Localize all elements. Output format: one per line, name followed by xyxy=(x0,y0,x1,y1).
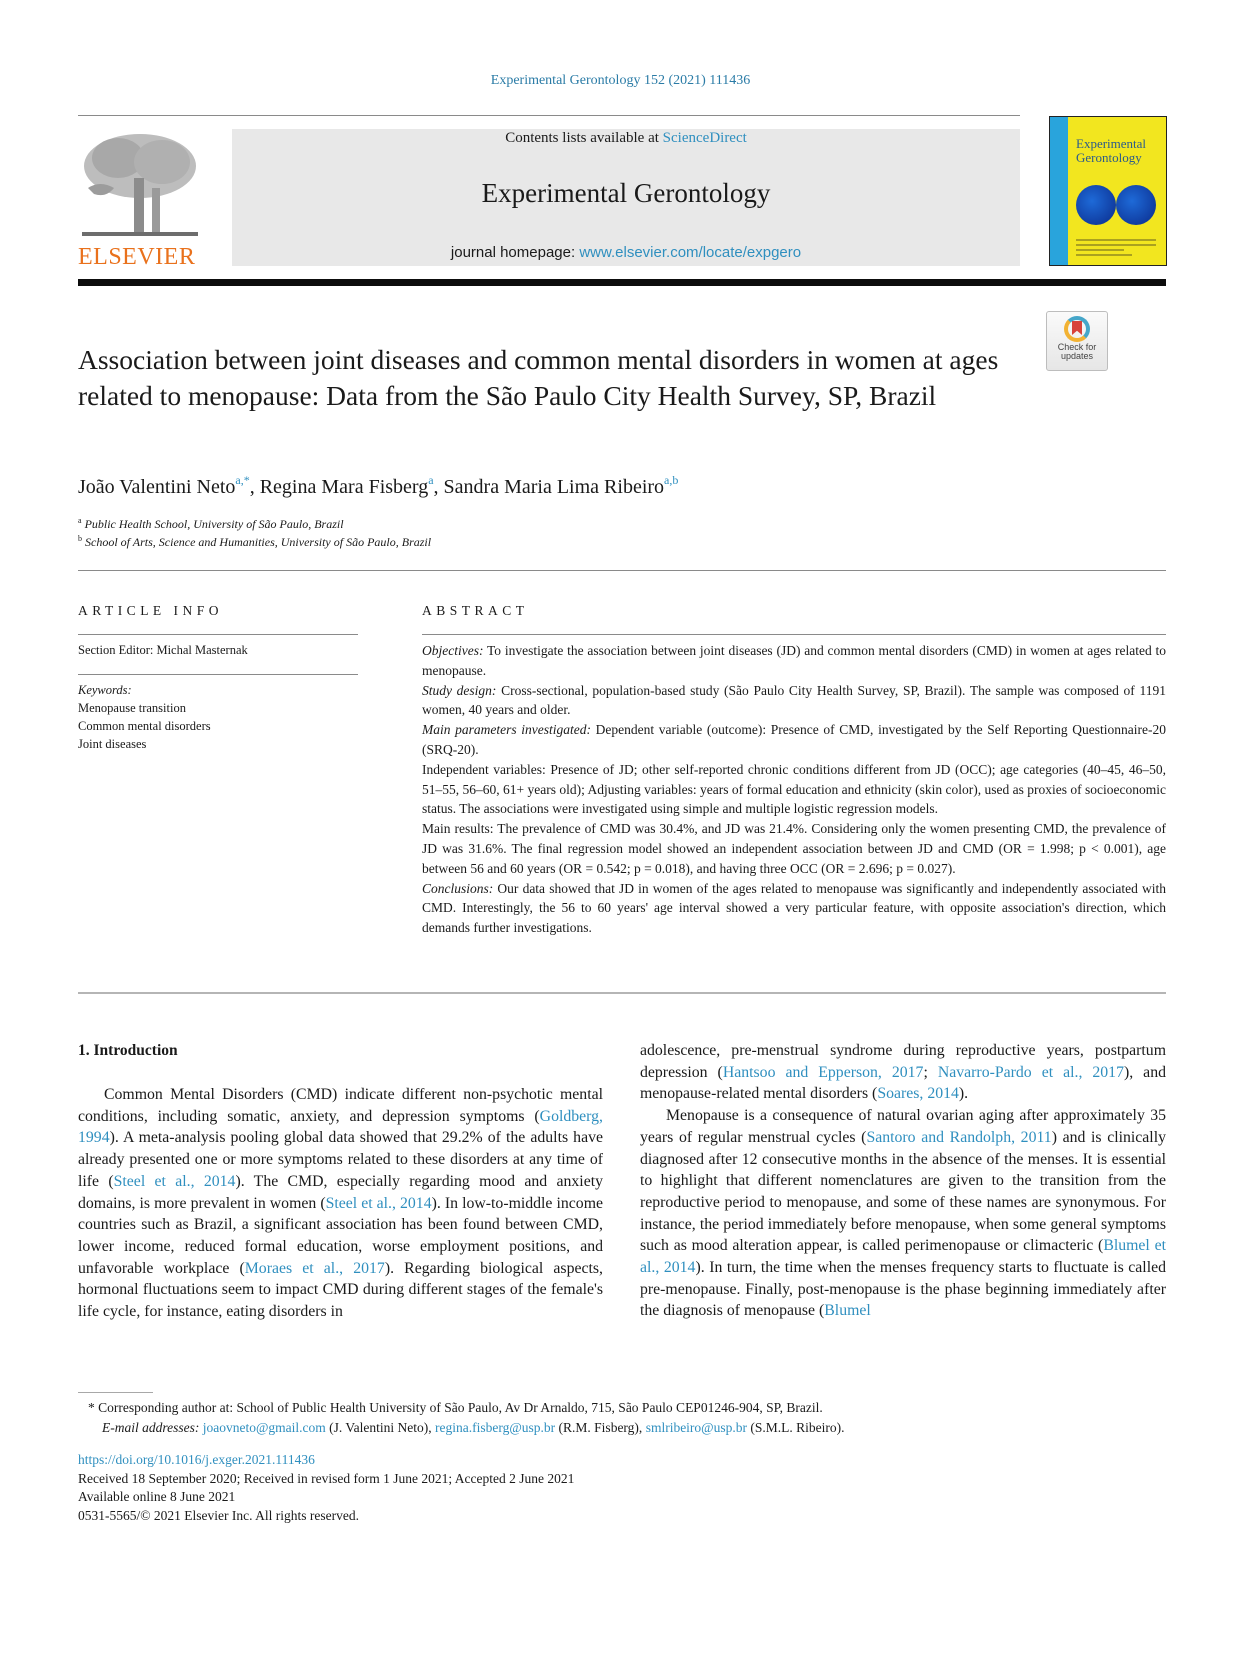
objectives-text: To investigate the association between joint diseases (JD) and common mental disorders (CMD) in women at ages related to menopause. xyxy=(422,643,1166,678)
author-affiliation-mark[interactable]: a,b xyxy=(664,473,679,487)
email-label: E-mail addresses: xyxy=(102,1420,200,1435)
corresponding-author-note: * Corresponding author at: School of Public Health University of São Paulo, Av Dr Arnaldo, 715, São Paulo CEP01246-904, SP, Brazil. xyxy=(88,1400,823,1415)
email-link[interactable]: joaovneto@gmail.com xyxy=(202,1420,326,1435)
publisher-name: ELSEVIER xyxy=(78,244,196,270)
email-owner: (R.M. Fisberg), xyxy=(555,1420,646,1435)
abstract-divider xyxy=(422,634,1166,635)
citation-link[interactable]: Steel et al., 2014 xyxy=(113,1172,236,1190)
abstract-independent-variables: Independent variables: Presence of JD; other self-reported chronic conditions different from JD (OCC); age categories (40–45, 46–50, 51–55, 56–60, 61+ years old); Adjusting variables: years of formal education and ethnicity (skin color), used as proxies of socioeconomic status. The associations were investigated using simple and multiple logistic regression models. xyxy=(422,761,1166,817)
article-info-heading: ARTICLE INFO xyxy=(78,603,224,618)
abstract-study-design xyxy=(422,681,1166,721)
contents-line xyxy=(232,129,1020,147)
available-online: Available online 8 June 2021 xyxy=(78,1489,236,1504)
cover-cell-image-left xyxy=(1076,185,1116,225)
section-editor: Section Editor: Michal Masternak xyxy=(78,643,248,657)
crossmark-icon xyxy=(1064,316,1090,342)
journal-title: Experimental Gerontology xyxy=(481,178,771,208)
affiliation-text: School of Arts, Science and Humanities, University of São Paulo, Brazil xyxy=(85,535,432,549)
cover-fine-print xyxy=(1076,239,1156,259)
article-info-divider xyxy=(78,674,358,675)
citation-link[interactable]: Blumel xyxy=(824,1302,871,1320)
email-addresses-note xyxy=(102,1418,844,1438)
citation-link[interactable]: Soares, 2014 xyxy=(877,1085,959,1103)
keyword-item: Common mental disorders xyxy=(78,719,211,733)
affiliation-mark: b xyxy=(78,534,82,543)
cover-title xyxy=(1076,137,1146,165)
homepage-prefix: journal homepage: xyxy=(450,244,580,261)
contents-prefix: Contents lists available at xyxy=(505,130,663,146)
main-params-label: Main parameters investigated: xyxy=(422,722,592,738)
cover-title-line1: Experimental xyxy=(1076,136,1147,151)
journal-cover-image[interactable] xyxy=(1049,116,1167,266)
affiliation xyxy=(78,516,344,532)
abstract-objectives xyxy=(422,641,1166,681)
objectives-label: Objectives: xyxy=(422,643,484,658)
study-design-text: Cross-sectional, population-based study (São Paulo City Health Survey, SP, Brazil). The sample was composed of 1191 women, 40 years and older. xyxy=(422,682,1166,718)
keyword-item: Menopause transition xyxy=(78,701,186,715)
journal-homepage-line xyxy=(232,244,1020,261)
abstract-end-divider xyxy=(78,992,1166,994)
cover-title-line2: Gerontology xyxy=(1076,150,1142,165)
citation-link[interactable]: Moraes et al., 2017 xyxy=(244,1259,385,1277)
check-for-updates-button[interactable] xyxy=(1046,311,1108,371)
article-info-divider xyxy=(78,634,358,635)
journal-reference-link[interactable]: Experimental Gerontology 152 (2021) 111436 xyxy=(490,73,751,88)
author-name[interactable]: Regina Mara Fisberg xyxy=(259,476,429,498)
cover-cell-image-right xyxy=(1116,185,1156,225)
article-title: Association between joint diseases and common mental disorders in women at ages related to menopause: Data from the São Paulo City Health Survey, SP, Brazil xyxy=(78,344,999,411)
journal-masthead xyxy=(232,129,1020,266)
abstract-main-parameters xyxy=(422,720,1166,760)
email-link[interactable]: regina.fisberg@usp.br xyxy=(435,1420,556,1435)
author-list xyxy=(78,473,678,499)
doi-link[interactable]: https://doi.org/10.1016/j.exger.2021.111436 xyxy=(78,1452,315,1467)
affiliation-mark: a xyxy=(78,516,82,525)
journal-homepage-link[interactable]: www.elsevier.com/locate/expgero xyxy=(579,244,802,261)
author-affiliation-mark[interactable]: a xyxy=(428,473,434,487)
introduction-heading: 1. Introduction xyxy=(78,1042,178,1059)
author-separator: , xyxy=(433,476,444,498)
author-name[interactable]: João Valentini Neto xyxy=(78,476,236,498)
copyright: 0531-5565/© 2021 Elsevier Inc. All rights reserved. xyxy=(78,1507,359,1523)
keywords-block xyxy=(78,681,211,753)
author-name[interactable]: Sandra Maria Lima Ribeiro xyxy=(443,476,665,498)
email-link[interactable]: smlribeiro@usp.br xyxy=(645,1420,747,1435)
cover-strip xyxy=(1050,117,1068,265)
body-paragraph: Menopause is a consequence of natural ovarian aging after approximately 35 years of regular menstrual cycles (Santoro and Randolph, 2011) and is clinically diagnosed after 12 consecutive months in the absence of the menses. It is essential to highlight that different nomenclatures are given to the transition from the reproductive period to menopause, and some of these names are synonymous. For instance, the period immediately before menopause, when some general symptoms such as mood alteration appear, is called perimenopause or climacteric (Blumel et al., 2014). In turn, the time when the menses frequency starts to fluctuate is called pre-menopause. Finally, post-menopause is the phase beginning immediately after the diagnosis of menopause (Blumel xyxy=(640,1107,1166,1320)
body-paragraph: adolescence, pre-menstrual syndrome during reproductive years, postpartum depression (Hantsoo and Epperson, 2017; Navarro-Pardo et al., 2017), and menopause-related mental disorders (Soares, 2014). xyxy=(640,1042,1166,1103)
citation-link[interactable]: Steel et al., 2014 xyxy=(325,1194,432,1212)
author-affiliation-mark[interactable]: a,* xyxy=(235,473,250,487)
body-column-left xyxy=(78,1084,603,1323)
abstract-conclusions xyxy=(422,879,1166,938)
citation-link[interactable]: Goldberg, 1994 xyxy=(78,1107,603,1147)
section-divider xyxy=(78,570,1166,571)
abstract-main-results: Main results: The prevalence of CMD was 30.4%, and JD was 21.4%. Considering only the women presenting CMD, the prevalence of JD was 31.6%. The final regression model showed an independent association between JD and CMD (OR = 1.998; p < 0.001), age between 56 and 60 years (OR = 0.542; p = 0.018), and having three OCC (OR = 2.696; p = 0.027). xyxy=(422,821,1166,876)
header-thick-rule xyxy=(78,279,1166,286)
affiliation-text: Public Health School, University of São Paulo, Brazil xyxy=(84,517,344,531)
citation-link[interactable]: Blumel et al., 2014 xyxy=(640,1237,1166,1277)
email-owner: (S.M.L. Ribeiro). xyxy=(746,1420,845,1435)
conclusions-label: Conclusions: xyxy=(422,880,494,896)
header-divider xyxy=(78,115,1020,116)
conclusions-text: Our data showed that JD in women of the ages related to menopause was significantly and independently associated with CMD. Interestingly, the 56 to 60 years' age interval showed a very particular feature, with opposite association's direction, which demands further investigations. xyxy=(422,880,1166,936)
study-design-label: Study design: xyxy=(422,682,497,698)
abstract-heading: ABSTRACT xyxy=(422,603,529,618)
check-updates-label: Check for updates xyxy=(1057,342,1097,361)
sciencedirect-link[interactable]: ScienceDirect xyxy=(662,130,747,146)
main-params-text: Dependent variable (outcome): Presence of CMD, investigated by the Self Reporting Questionnaire-20 (SRQ-20). xyxy=(422,722,1166,757)
email-owner: (J. Valentini Neto), xyxy=(325,1420,436,1435)
author-separator: , xyxy=(249,476,260,498)
keyword-item: Joint diseases xyxy=(78,737,147,751)
citation-link[interactable]: Hantsoo and Epperson, 2017 xyxy=(722,1063,924,1081)
publication-info xyxy=(78,1451,574,1525)
citation-link[interactable]: Navarro-Pardo et al., 2017 xyxy=(937,1063,1124,1081)
affiliation xyxy=(78,534,431,550)
citation-link[interactable]: Santoro and Randolph, 2011 xyxy=(866,1128,1052,1146)
received-dates: Received 18 September 2020; Received in revised form 1 June 2021; Accepted 2 June 2021 xyxy=(78,1470,575,1486)
footnote-divider xyxy=(78,1392,153,1393)
tree-icon xyxy=(78,128,202,240)
body-paragraph: Common Mental Disorders (CMD) indicate different non-psychotic mental conditions, including somatic, anxiety, and depression symptoms (Goldberg, 1994). A meta-analysis pooling global data showed that 29.2% of the adults have already presented one or more symptoms related to these disorders at any time of life (Steel et al., 2014). The CMD, especially regarding mood and anxiety domains, is more prevalent in women (Steel et al., 2014). In low-to-middle income countries such as Brazil, a significant association has been found between CMD, lower income, reduced formal education, worse employment positions, and unfavorable workplace (Moraes et al., 2017). Regarding biological aspects, hormonal fluctuations seem to impact CMD during different stages of the female's life cycle, for instance, eating disorders in xyxy=(78,1086,603,1321)
abstract-body xyxy=(422,641,1166,938)
body-column-right xyxy=(640,1040,1166,1322)
keywords-label: Keywords: xyxy=(78,683,132,697)
